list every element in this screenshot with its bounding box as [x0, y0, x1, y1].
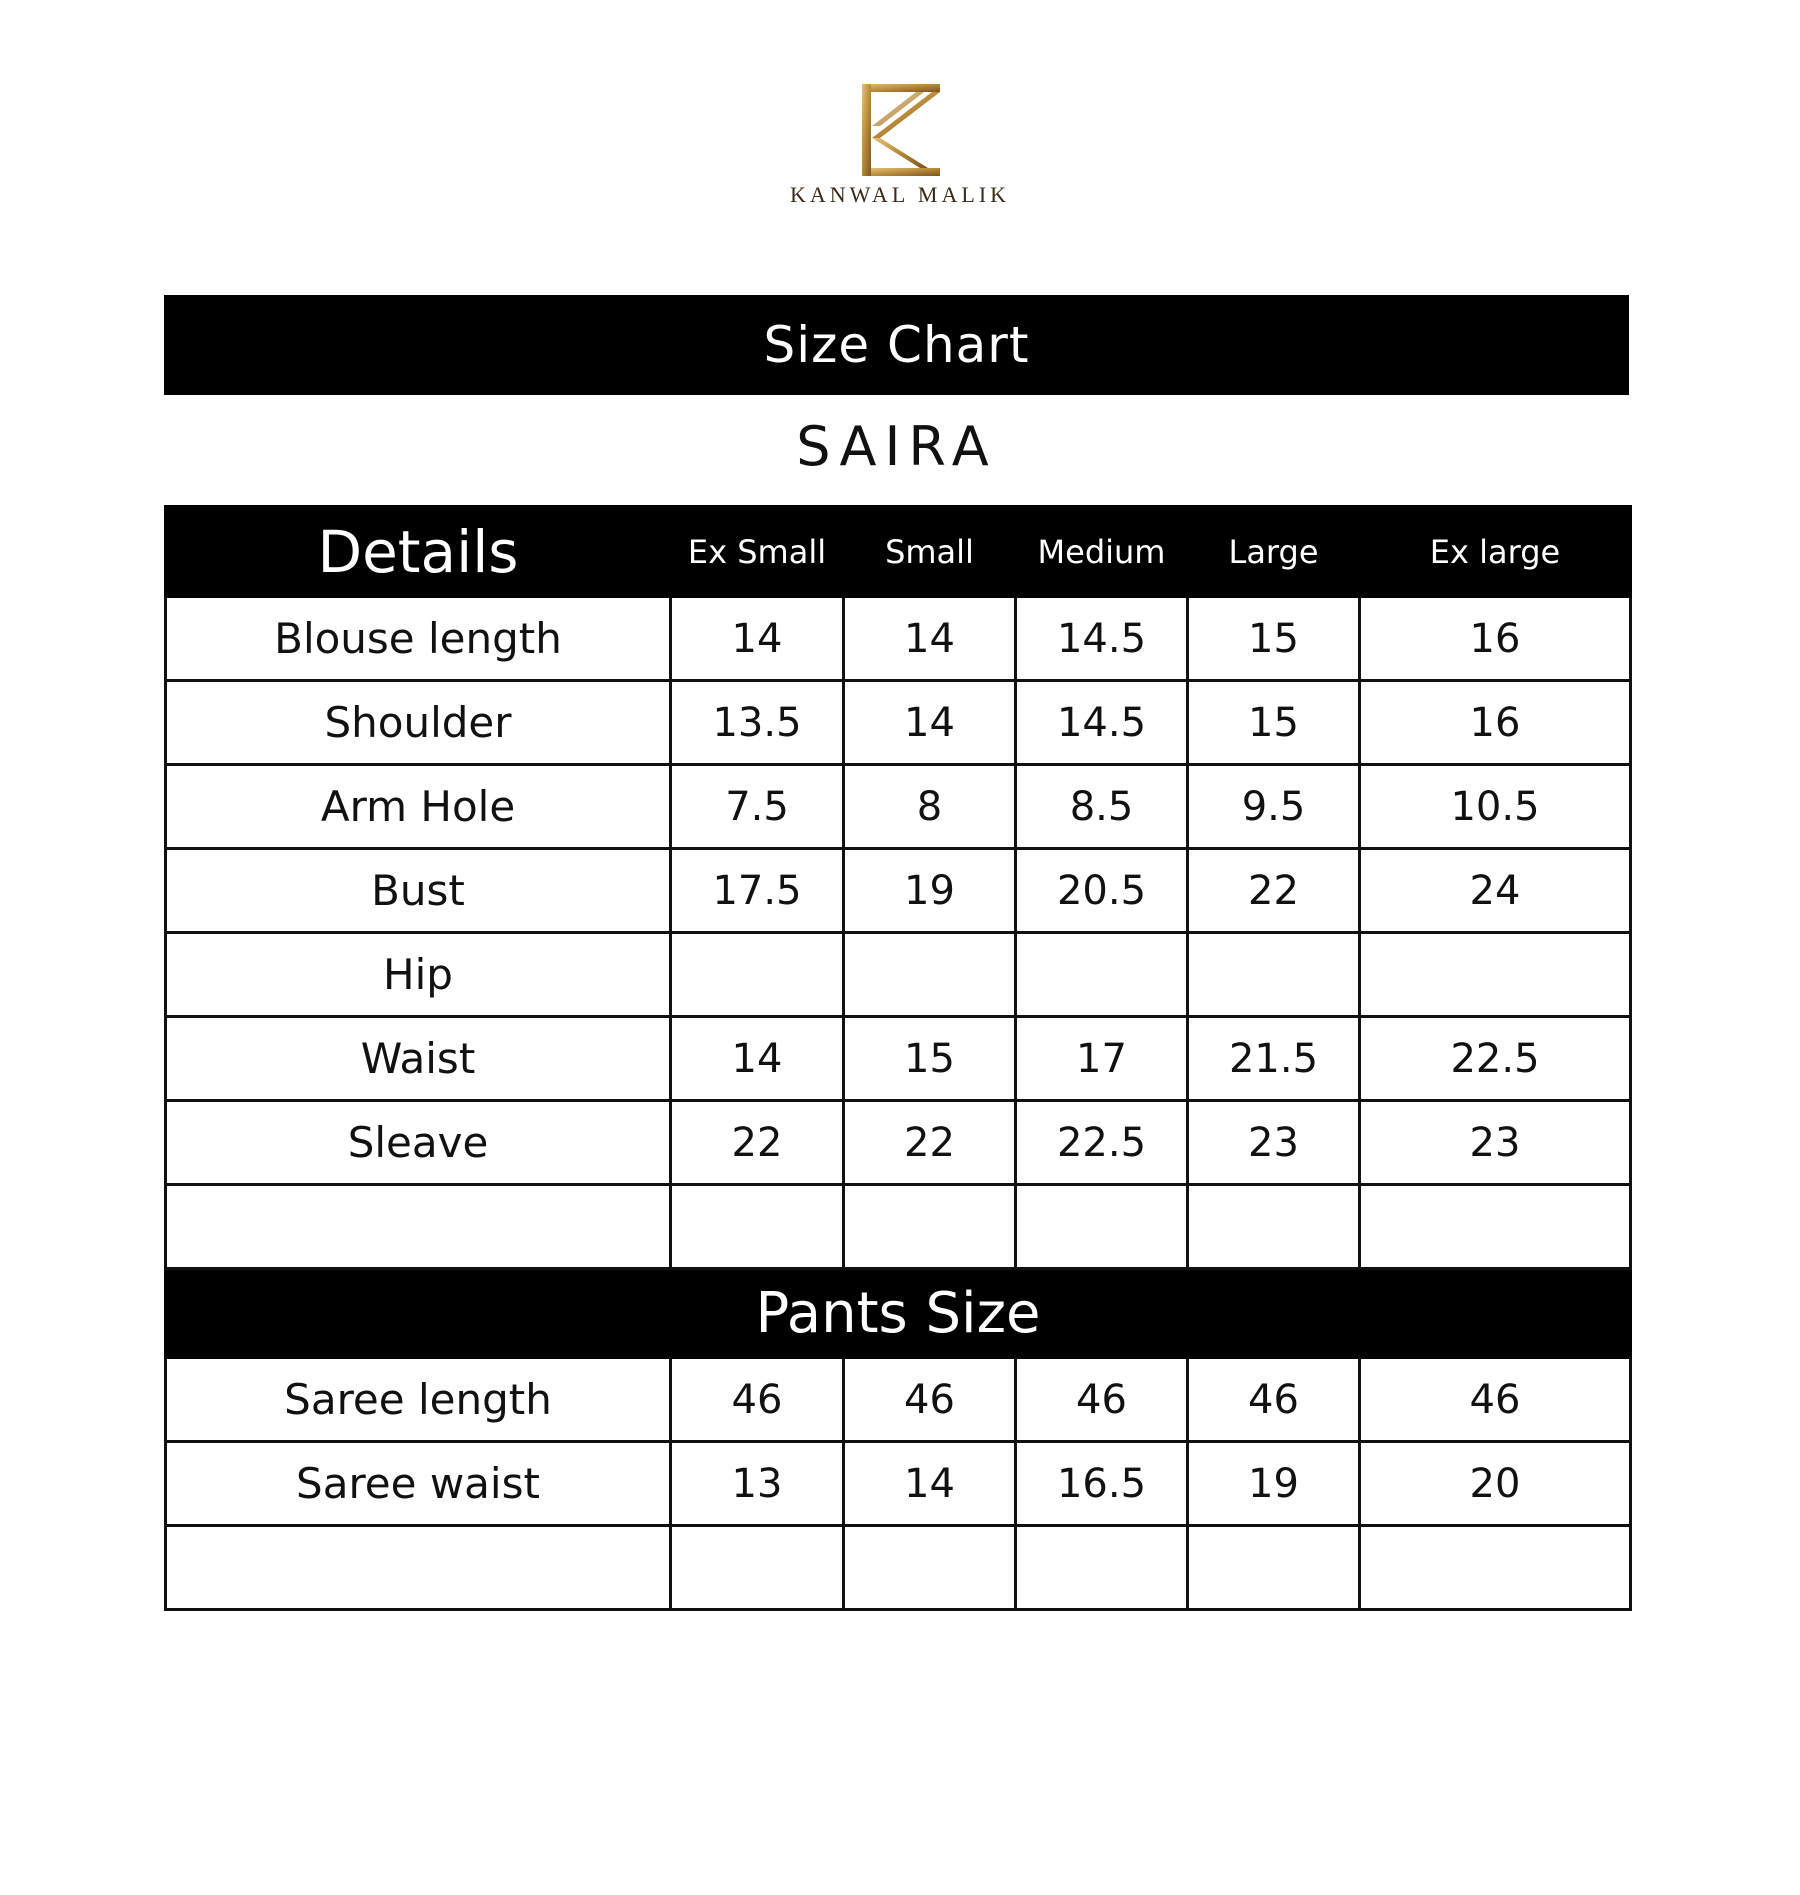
table-row — [166, 1017, 1631, 1101]
table-cell: 46 — [1360, 1358, 1631, 1442]
table-cell — [1360, 1185, 1631, 1269]
table-cell: 16 — [1360, 681, 1631, 765]
table-cell: 10.5 — [1360, 765, 1631, 849]
table-cell: 46 — [1188, 1358, 1360, 1442]
table-cell: 21.5 — [1188, 1017, 1360, 1101]
table-cell: 23 — [1360, 1101, 1631, 1185]
table-cell: 7.5 — [671, 765, 844, 849]
row-label: Bust — [166, 849, 671, 933]
table-cell: 15 — [1188, 681, 1360, 765]
page-title: Size Chart — [763, 316, 1030, 374]
table-cell: 8.5 — [1016, 765, 1188, 849]
table-cell: 14 — [671, 597, 844, 681]
table-cell: 13.5 — [671, 681, 844, 765]
row-label: Shoulder — [166, 681, 671, 765]
column-header-details: Details — [166, 507, 671, 597]
table-cell: 14 — [671, 1017, 844, 1101]
table-cell — [844, 1185, 1016, 1269]
table-row — [166, 681, 1631, 765]
column-header-ex-small: Ex Small — [671, 507, 844, 597]
table-cell: 8 — [844, 765, 1016, 849]
table-cell: 14 — [844, 681, 1016, 765]
table-header-row — [166, 507, 1631, 597]
size-chart-title-bar — [164, 295, 1629, 395]
kanwal-malik-monogram-icon — [856, 80, 944, 180]
table-cell: 20 — [1360, 1442, 1631, 1526]
table-cell — [671, 933, 844, 1017]
table-cell: 19 — [844, 849, 1016, 933]
table-cell: 46 — [671, 1358, 844, 1442]
size-table — [164, 505, 1632, 1611]
table-row — [166, 1185, 1631, 1269]
table-cell: 22 — [844, 1101, 1016, 1185]
table-cell — [1188, 1526, 1360, 1610]
table-cell: 15 — [1188, 597, 1360, 681]
table-cell: 9.5 — [1188, 765, 1360, 849]
table-row — [166, 1526, 1631, 1610]
table-cell: 23 — [1188, 1101, 1360, 1185]
table-row — [166, 765, 1631, 849]
table-cell: 22 — [671, 1101, 844, 1185]
table-cell: 46 — [1016, 1358, 1188, 1442]
table-cell: 22.5 — [1016, 1101, 1188, 1185]
row-label: Arm Hole — [166, 765, 671, 849]
table-cell — [1188, 933, 1360, 1017]
table-row — [166, 1358, 1631, 1442]
table-cell: 14 — [844, 597, 1016, 681]
table-cell: 19 — [1188, 1442, 1360, 1526]
pants-size-section-row — [166, 1269, 1631, 1358]
table-row — [166, 597, 1631, 681]
table-cell: 16.5 — [1016, 1442, 1188, 1526]
table-cell — [844, 933, 1016, 1017]
table-row — [166, 1442, 1631, 1526]
table-cell — [844, 1526, 1016, 1610]
table-cell: 22 — [1188, 849, 1360, 933]
table-cell — [1016, 1526, 1188, 1610]
table-cell: 13 — [671, 1442, 844, 1526]
table-row — [166, 1101, 1631, 1185]
table-cell: 16 — [1360, 597, 1631, 681]
table-cell — [1188, 1185, 1360, 1269]
table-cell: 17 — [1016, 1017, 1188, 1101]
row-label: Blouse length — [166, 597, 671, 681]
table-cell — [671, 1185, 844, 1269]
table-row — [166, 849, 1631, 933]
column-header-ex-large: Ex large — [1360, 507, 1631, 597]
row-label — [166, 1185, 671, 1269]
table-cell: 46 — [844, 1358, 1016, 1442]
row-label: Waist — [166, 1017, 671, 1101]
table-cell: 24 — [1360, 849, 1631, 933]
row-label: Hip — [166, 933, 671, 1017]
table-cell — [671, 1526, 844, 1610]
brand-logo — [780, 80, 1020, 230]
column-header-small: Small — [844, 507, 1016, 597]
table-cell — [1016, 1185, 1188, 1269]
table-cell — [1360, 1526, 1631, 1610]
table-cell — [1360, 933, 1631, 1017]
table-cell: 14.5 — [1016, 597, 1188, 681]
table-cell: 14.5 — [1016, 681, 1188, 765]
section-title: Pants Size — [166, 1269, 1631, 1358]
table-cell: 17.5 — [671, 849, 844, 933]
table-cell: 14 — [844, 1442, 1016, 1526]
table-cell — [1016, 933, 1188, 1017]
row-label: Sleave — [166, 1101, 671, 1185]
row-label: Saree waist — [166, 1442, 671, 1526]
row-label: Saree length — [166, 1358, 671, 1442]
column-header-large: Large — [1188, 507, 1360, 597]
table-row — [166, 933, 1631, 1017]
product-name: SAIRA — [796, 415, 997, 478]
row-label — [166, 1526, 671, 1610]
table-cell: 15 — [844, 1017, 1016, 1101]
table-cell: 22.5 — [1360, 1017, 1631, 1101]
column-header-medium: Medium — [1016, 507, 1188, 597]
table-cell: 20.5 — [1016, 849, 1188, 933]
brand-name: KANWAL MALIK — [789, 182, 1011, 207]
